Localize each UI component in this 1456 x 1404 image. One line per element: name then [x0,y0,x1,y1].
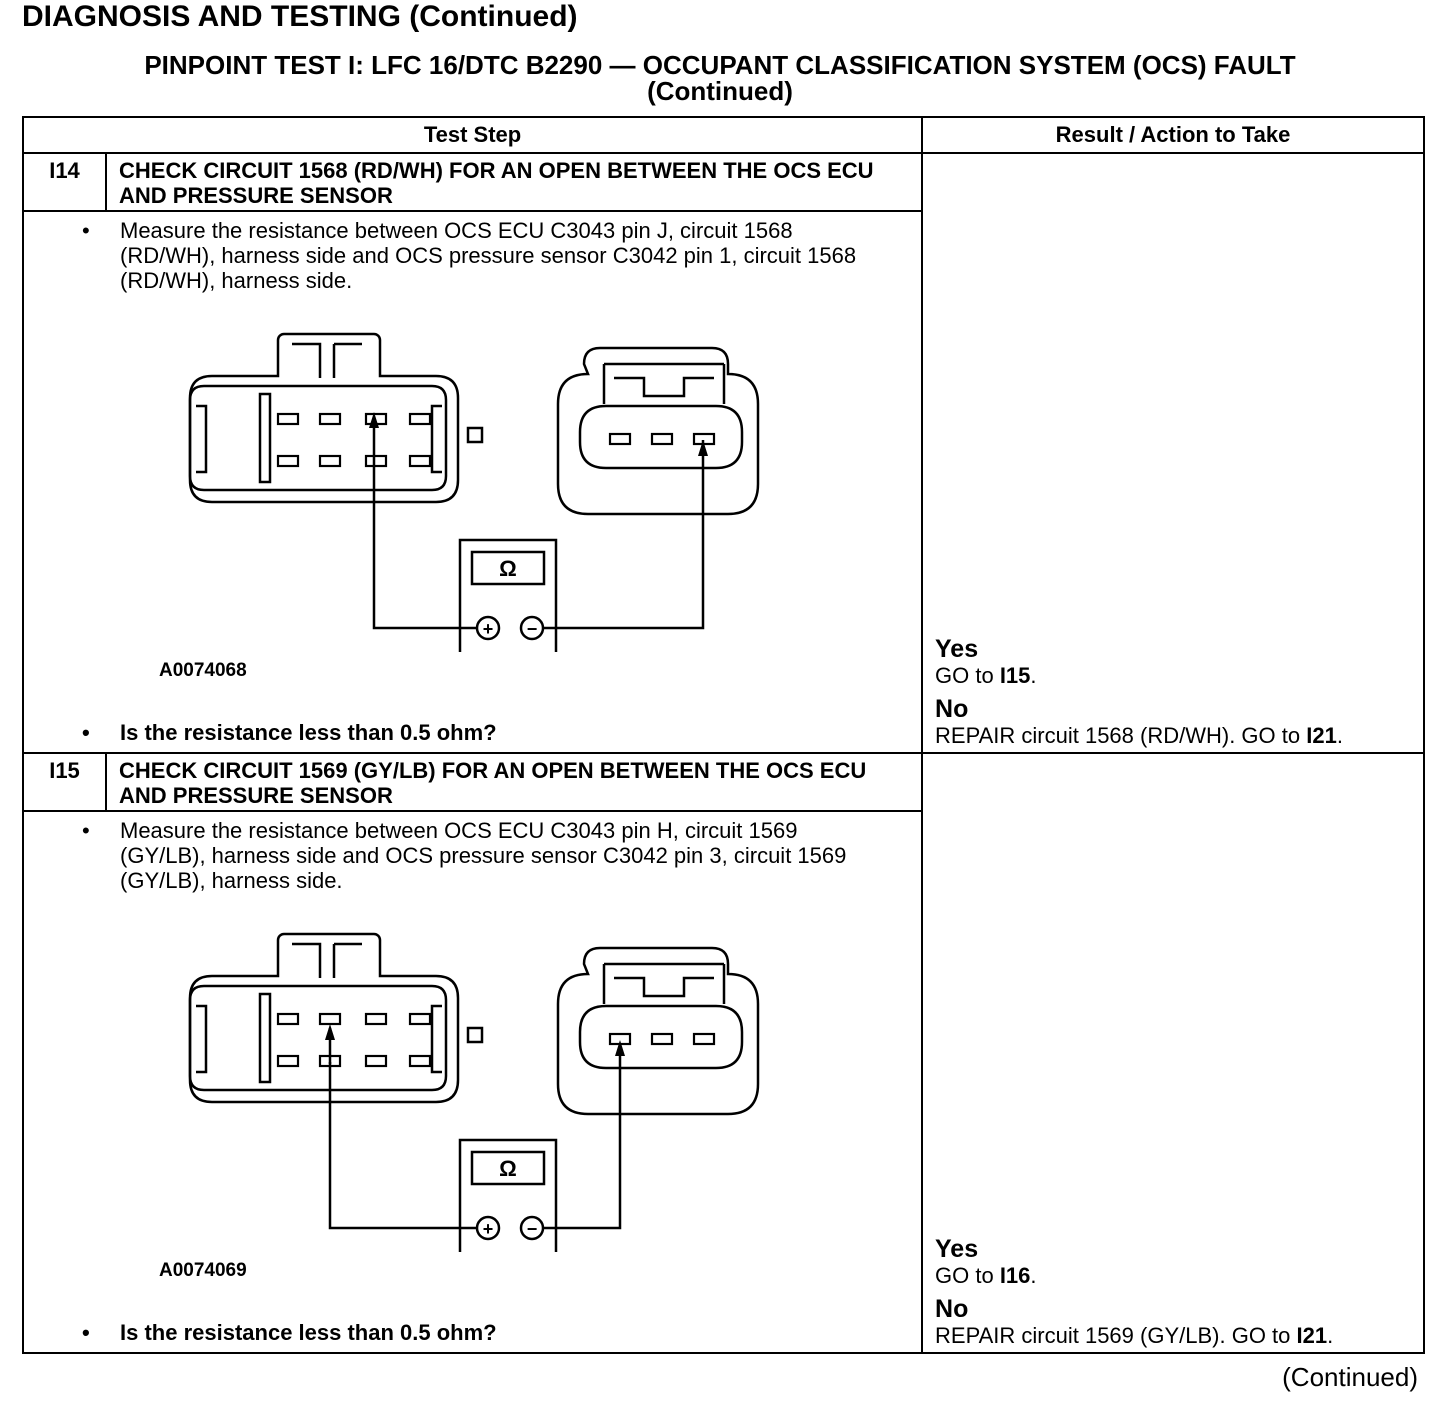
sensor-connector-shape [558,348,758,514]
bullet-measure [82,818,860,893]
bullet-measure-text: Measure the resistance between OCS ECU C3043 pin J, circuit 1568 (RD/WH), harness side and OCS pressure sensor C3042 pin 1, circuit 1568 (RD/WH), harness side. [120,218,857,293]
yes-action-suffix: . [1030,663,1037,688]
figure-id: A0074068 [159,660,247,681]
figure-id: A0074069 [159,1260,247,1281]
pinpoint-title-sub: (Continued) [647,76,793,106]
no-label: No [935,1295,969,1323]
pinpoint-test-title [0,52,1440,104]
step-title: CHECK CIRCUIT 1568 (RD/WH) FOR AN OPEN BETWEEN THE OCS ECU AND PRESSURE SENSOR [106,153,922,211]
connector-test-diagram [174,922,774,1252]
bullet-question [82,1320,860,1345]
result-block [935,1236,1333,1348]
bullet-dot: • [82,1320,90,1345]
bullet-measure [82,218,860,293]
yes-action-suffix: . [1030,1263,1037,1288]
step-id: I15 [23,753,106,811]
step-title-row [23,153,1424,211]
no-action-suffix: . [1336,723,1343,748]
pinpoint-title-main: PINPOINT TEST I: LFC 16/DTC B2290 — OCCUPANT CLASSIFICATION SYSTEM (OCS) FAULT [144,50,1296,80]
no-action-text: REPAIR circuit 1569 (GY/LB). GO to [935,1323,1297,1348]
test-lead-negative [543,1048,620,1228]
bullet-dot: • [82,818,90,843]
test-lead-positive [374,420,477,628]
ecu-connector-shape [190,934,458,1102]
col-header-test-step: Test Step [23,117,922,153]
plus-sign: + [482,1219,494,1239]
yes-action [935,1263,1333,1288]
col-header-result: Result / Action to Take [922,117,1424,153]
bullet-question-text: Is the resistance less than 0.5 ohm? [120,1320,497,1345]
no-action-suffix: . [1327,1323,1334,1348]
result-block [935,636,1343,748]
no-action-text: REPAIR circuit 1568 (RD/WH). GO to [935,723,1307,748]
bullet-dot: • [82,218,90,243]
no-goto-link[interactable]: I21 [1296,1323,1328,1348]
yes-label: Yes [935,635,979,663]
step-body [23,211,922,753]
step-body [23,811,922,1353]
step-title-row [23,753,1424,811]
yes-label: Yes [935,1235,979,1263]
table-header-row [23,117,1424,153]
meter-ohm-symbol: Ω [499,556,517,581]
step-title: CHECK CIRCUIT 1569 (GY/LB) FOR AN OPEN BETWEEN THE OCS ECU AND PRESSURE SENSOR [106,753,922,811]
pinpoint-test-table [22,116,1425,1354]
no-action [935,1323,1333,1348]
bullet-measure-text: Measure the resistance between OCS ECU C3043 pin H, circuit 1569 (GY/LB), harness side and OCS pressure sensor C3042 pin 3, circuit 1569 (GY/LB), harness side. [120,818,847,893]
result-cell [922,153,1424,753]
ecu-connector-shape [190,334,458,502]
bullet-dot: • [82,720,90,745]
page-heading: DIAGNOSIS AND TESTING (Continued) [22,0,578,33]
minus-sign: − [526,1219,538,1239]
test-lead-positive [330,1062,477,1228]
plus-sign: + [482,619,494,639]
no-label: No [935,695,969,723]
no-action [935,723,1343,748]
bullet-question [82,720,860,745]
connector-test-diagram [174,322,774,652]
meter-ohm-symbol: Ω [499,1156,517,1181]
yes-goto-link[interactable]: I16 [999,1263,1031,1288]
no-goto-link[interactable]: I21 [1306,723,1337,748]
sensor-connector-shape [558,948,758,1114]
bullet-question-text: Is the resistance less than 0.5 ohm? [120,720,497,745]
footer-continued: (Continued) [1282,1362,1418,1392]
yes-goto-link[interactable]: I15 [999,663,1031,688]
yes-action-text: GO to [935,663,1000,688]
result-cell [922,753,1424,1353]
yes-action [935,663,1343,688]
step-id: I14 [23,153,106,211]
yes-action-text: GO to [935,1263,1000,1288]
minus-sign: − [526,619,538,639]
